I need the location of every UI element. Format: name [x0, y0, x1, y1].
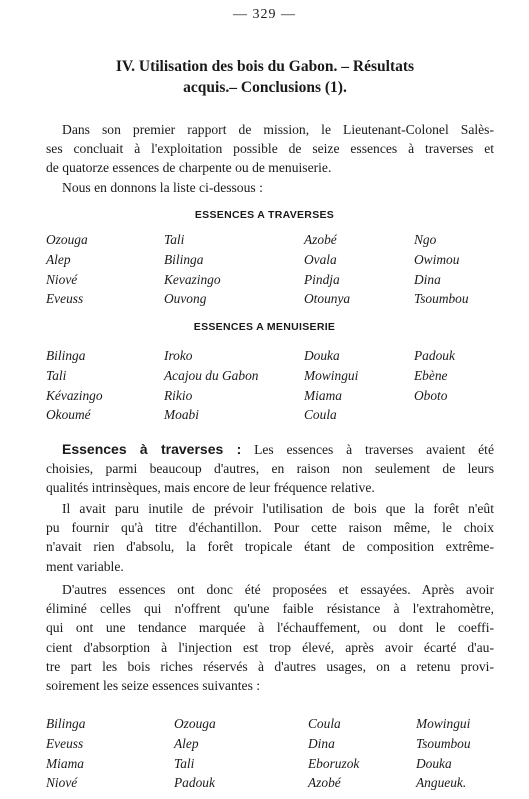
table-cell: Owimou [414, 251, 460, 267]
table-cell: Padouk [414, 348, 455, 363]
table-cell: Miama [304, 387, 342, 403]
table-row [46, 388, 501, 408]
text-line: qui ont une tendance marquée à l'échauffement, ou dont le coeffi- [46, 620, 494, 636]
table-cell: Eveuss [46, 291, 84, 307]
table-cell: Coula [304, 407, 337, 423]
table-row [46, 736, 501, 756]
table-cell: Miama [46, 755, 84, 771]
table-cell: Eboruzok [308, 755, 360, 771]
table-row [46, 716, 501, 736]
table-cell: Azobé [304, 232, 337, 247]
text-line [46, 440, 494, 459]
table-cell: Eveuss [46, 735, 84, 751]
table-row [46, 252, 501, 272]
table-cell: Douka [304, 348, 340, 363]
table-row [46, 291, 501, 311]
table-cell: Ozouga [46, 232, 88, 247]
table-cell: Angueuk. [416, 775, 467, 791]
traverses-table [46, 232, 501, 311]
table-cell: Pindja [304, 271, 340, 287]
table-cell: Bilinga [46, 716, 86, 731]
table-cell: Rikio [164, 387, 193, 403]
text-line: éliminé celles qui n'offrent qu'une faible résistance à l'extrahomètre, [46, 601, 494, 617]
table-cell: Azobé [308, 775, 341, 791]
text-line: Il avait paru inutile de prévoir l'utilisation de bois que la forêt n'eût [62, 501, 494, 516]
retained-species-table [46, 716, 501, 795]
intro-paragraph [46, 120, 494, 197]
table-cell: Tali [174, 755, 195, 771]
table-cell: Ebène [414, 367, 448, 383]
table-cell: Bilinga [46, 348, 86, 363]
traverses-paragraph-3 [46, 580, 494, 695]
table-cell: Otounya [304, 291, 351, 307]
text-line: n'avait rien d'absolu, la forêt tropicale étant de composition extrême- [46, 539, 494, 555]
table-cell: Kévazingo [46, 387, 103, 403]
table-cell: Douka [416, 755, 452, 771]
text-line: soirement les seize essences suivantes : [46, 678, 261, 694]
table-cell: Padouk [174, 775, 215, 791]
table-cell: Dina [308, 735, 335, 751]
table-cell: Ozouga [174, 716, 216, 731]
table-cell: Moabi [164, 407, 199, 423]
text-line: D'autres essences ont donc été proposées et essayées. Après avoir [62, 582, 494, 597]
traverses-paragraph-2 [46, 499, 494, 576]
table-row [46, 368, 501, 388]
section-title-line-2: acquis.– Conclusions (1). [183, 79, 347, 96]
table-cell: Oboto [414, 387, 448, 403]
table-cell: Dina [414, 271, 441, 287]
text-line: ment variable. [46, 558, 124, 574]
text-line: choisies, parmi beaucoup d'autres, en raison non seulement de leurs [46, 461, 494, 477]
table-cell: Ovala [304, 251, 337, 267]
table-cell: Niové [46, 775, 78, 791]
table-row [46, 756, 501, 776]
table-cell: Tsoumbou [416, 735, 471, 751]
table-cell: Niové [46, 271, 78, 287]
table-cell: Bilinga [164, 251, 204, 267]
text-line: tre part les bois riches réservés à d'autres usages, on a retenu provi- [46, 658, 494, 674]
text-line: Dans son premier rapport de mission, le Lieutenant-Colonel Salès- [62, 122, 494, 137]
table-cell: Alep [46, 251, 71, 267]
text-line: cient d'absorption à l'injection est trop élevé, après avoir écarté d'au- [46, 639, 494, 655]
text-line: pu fournir qu'à titre d'échantillon. Pour cette raison même, le choix [46, 520, 494, 536]
text-line: ses concluait à l'exploitation possible de seize essences à traverses et [46, 141, 494, 157]
table-cell: Tsoumbou [414, 291, 469, 307]
text-line: de quatorze essences de charpente ou de menuiserie. [46, 160, 332, 176]
table-row [46, 232, 501, 252]
section-title-line-1: IV. Utilisation des bois du Gabon. – Résultats [115, 58, 415, 75]
menuiserie-table [46, 348, 501, 427]
lead-text: Les essences à traverses avaient été [241, 442, 494, 457]
table-cell: Coula [308, 716, 341, 731]
table-row [46, 272, 501, 292]
text-line: Nous en donnons la liste ci-dessous : [62, 179, 263, 195]
table-row [46, 348, 501, 368]
table-cell: Tali [46, 367, 67, 383]
page-number: — 329 — [233, 7, 296, 22]
table-cell: Ouvong [164, 291, 207, 307]
table-cell: Kevazingo [164, 271, 221, 287]
menuiserie-heading: ESSENCES A MENUISERIE [193, 321, 336, 333]
table-cell: Okoumé [46, 407, 91, 423]
table-row [46, 407, 501, 427]
table-cell: Acajou du Gabon [164, 367, 259, 383]
text-line: qualités intrinsèques, mais encore de leur fréquence relative. [46, 480, 375, 496]
table-row [46, 775, 501, 795]
table-cell: Alep [174, 735, 199, 751]
table-cell: Mowingui [416, 716, 471, 731]
traverses-heading: ESSENCES A TRAVERSES [194, 209, 335, 221]
traverses-paragraph-1 [46, 440, 494, 498]
lead-heading: Essences à traverses : [62, 441, 242, 457]
table-cell: Tali [164, 232, 185, 247]
table-cell: Mowingui [304, 367, 359, 383]
table-cell: Ngo [414, 232, 437, 247]
table-cell: Iroko [164, 348, 193, 363]
